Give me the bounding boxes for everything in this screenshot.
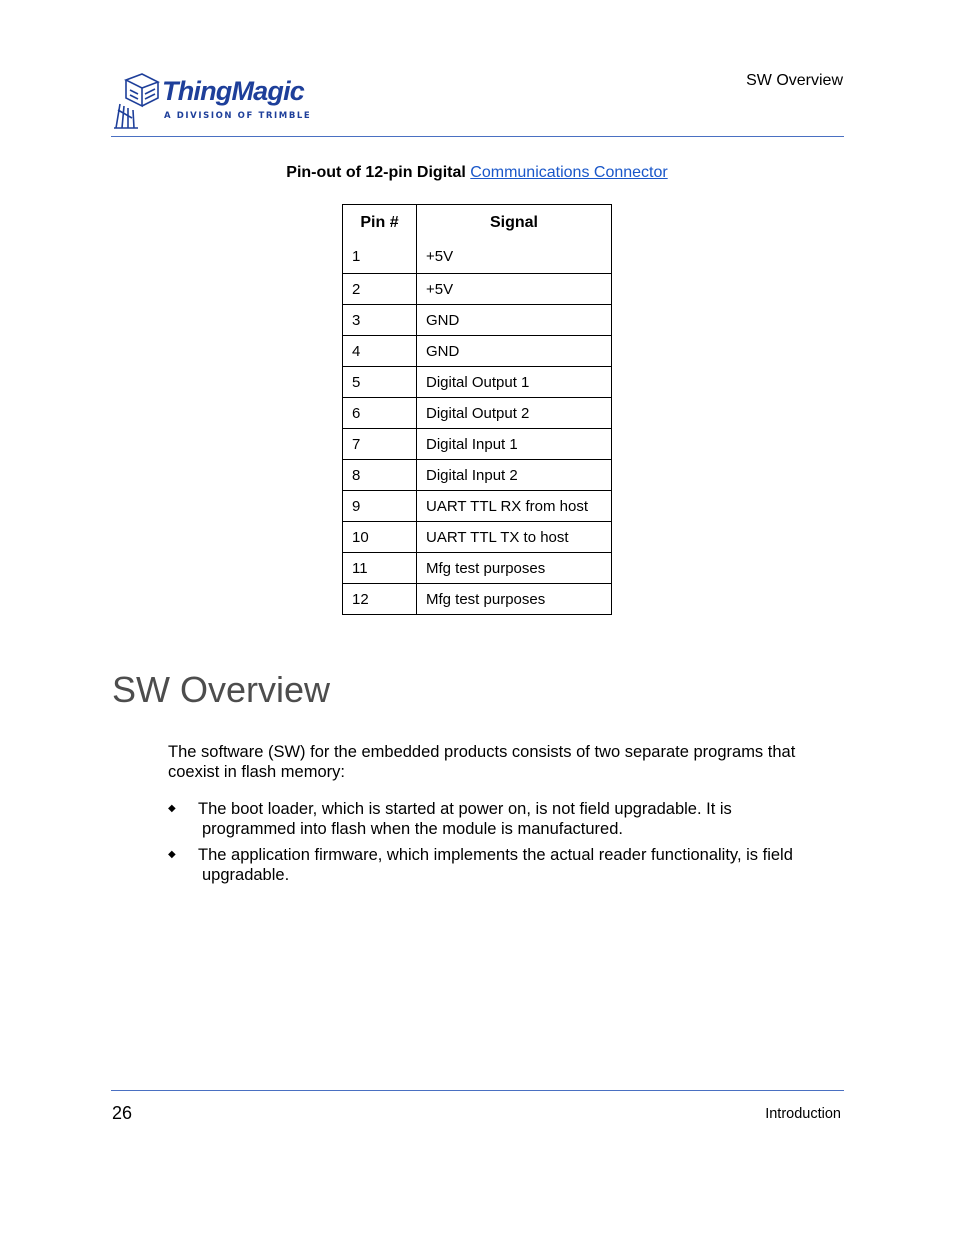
table-caption: [0, 163, 954, 183]
running-header-section: SW Overview: [746, 72, 843, 89]
table-row: [343, 429, 612, 460]
diamond-bullet-icon: ◆: [168, 803, 176, 814]
list-item-text-line: upgradable.: [202, 866, 290, 884]
table-cell-pin: 6: [343, 398, 417, 429]
table-cell-pin: 12: [343, 584, 417, 615]
table-header-pin-cell: [343, 205, 417, 274]
list-item-text-line: programmed into flash when the module is manufactured.: [202, 820, 623, 838]
table-cell-signal: +5V: [417, 274, 612, 305]
caption-cross-reference-link[interactable]: Communications Connector: [470, 164, 668, 181]
table-row: [343, 305, 612, 336]
list-item: [168, 799, 838, 839]
table-cell-signal: Mfg test purposes: [417, 553, 612, 584]
cube-logo-icon: [112, 70, 160, 132]
thingmagic-logo: [112, 70, 312, 132]
table-cell-signal: GND: [417, 305, 612, 336]
intro-paragraph: The software (SW) for the embedded products consists of two separate programs that coexist in flash memory:: [168, 743, 796, 781]
footer-rule: [111, 1090, 844, 1091]
table-row: [343, 367, 612, 398]
table-cell-pin: 11: [343, 553, 417, 584]
table-cell-pin: 9: [343, 491, 417, 522]
table-cell-signal: GND: [417, 336, 612, 367]
table-header-signal-cell: [417, 205, 612, 274]
table-row: [343, 553, 612, 584]
table-row: [343, 491, 612, 522]
table-cell-signal: UART TTL TX to host: [417, 522, 612, 553]
table-cell-pin: 1: [352, 248, 361, 265]
table-cell-pin: 3: [343, 305, 417, 336]
caption-bold-text: Pin-out of 12-pin Digital: [286, 164, 466, 181]
logo-tagline: A DIVISION OF TRIMBLE: [164, 111, 312, 121]
table-cell-pin: 10: [343, 522, 417, 553]
list-item-text-line: The application firmware, which implements the actual reader functionality, is field: [198, 846, 793, 864]
list-item: [168, 845, 838, 885]
table-cell-signal: Digital Output 1: [417, 367, 612, 398]
table-header-pin: Pin #: [360, 214, 399, 231]
list-item-text-line: The boot loader, which is started at power on, is not field upgradable. It is: [198, 800, 732, 818]
section-heading: SW Overview: [112, 669, 331, 710]
table-cell-pin: 7: [343, 429, 417, 460]
table-header-signal: Signal: [489, 214, 538, 231]
table-cell-signal: Digital Input 1: [417, 429, 612, 460]
table-cell-signal: Digital Input 2: [417, 460, 612, 491]
table-cell-signal: Mfg test purposes: [417, 584, 612, 615]
table-cell-signal: UART TTL RX from host: [417, 491, 612, 522]
table-cell-pin: 4: [343, 336, 417, 367]
header-rule: [111, 136, 844, 137]
table-row: [343, 336, 612, 367]
table-row: [343, 584, 612, 615]
table-cell-pin: 5: [343, 367, 417, 398]
table-cell-signal: +5V: [426, 248, 454, 265]
diamond-bullet-icon: ◆: [168, 849, 176, 860]
table-cell-pin: 2: [343, 274, 417, 305]
table-cell-pin: 8: [343, 460, 417, 491]
table-row: [343, 398, 612, 429]
table-row: [343, 274, 612, 305]
logo-wordmark: ThingMagic: [162, 76, 304, 106]
pinout-table: [342, 204, 612, 615]
page-number: 26: [112, 1103, 133, 1123]
table-row: [343, 522, 612, 553]
table-row: [343, 460, 612, 491]
table-cell-signal: Digital Output 2: [417, 398, 612, 429]
running-footer-chapter: Introduction: [765, 1106, 841, 1122]
